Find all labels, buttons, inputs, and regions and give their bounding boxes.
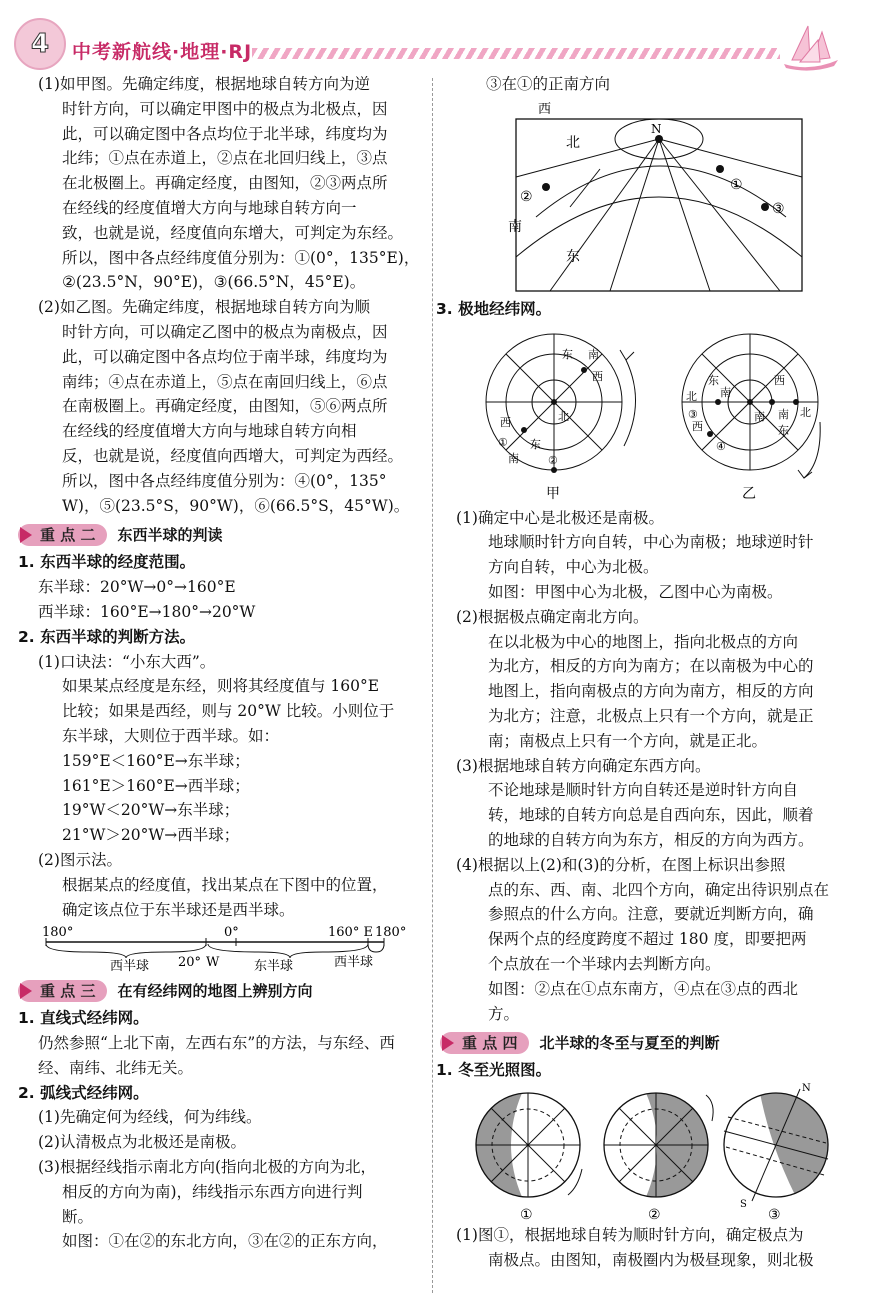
- text-line: ③在①的正南方向: [486, 75, 611, 93]
- ship-logo-icon: [778, 20, 842, 72]
- text-line: (2)根据极点确定南北方向。: [456, 607, 649, 626]
- key-point-badge: 重 点 四: [440, 1032, 529, 1054]
- text-line: 反，也就是说，经度值向西增大，可判定为西经。: [62, 446, 404, 465]
- bar-label-180-right: 180°: [375, 925, 407, 941]
- text-line: 为北方；注意，北极点上只有一个方向，就是正: [488, 706, 814, 725]
- key-point-2-heading: [18, 520, 430, 550]
- label-east: 东: [566, 248, 580, 265]
- winter-solstice-illumination-diagrams: [470, 1083, 870, 1223]
- label-N: N: [802, 1083, 811, 1095]
- key-point-4-heading: [440, 1028, 848, 1058]
- text-line: W)，⑤(23.5°S，90°W)，⑥(66.5°S，45°W)。: [62, 496, 410, 515]
- bar-label-180-left: 180°: [42, 925, 74, 941]
- label-globe-3: ③: [768, 1207, 781, 1224]
- page-number: 4: [30, 28, 50, 59]
- polar-diagram-yi: [682, 334, 820, 502]
- page-number-badge: [14, 18, 66, 70]
- text-line: 西半球：160°E→180°→20°W: [38, 602, 256, 621]
- hemisphere-longitude-bar: [28, 922, 420, 974]
- text-line: 点的东、西、南、北四个方向，确定出待识别点在: [488, 880, 830, 899]
- text-line: 参照点的什么方向。注意，要就近判断方向，确: [488, 905, 814, 924]
- text-line: 159°E＜160°E→东半球；: [62, 751, 250, 770]
- text-line: 仍然参照“上北下南，左西右东”的方法，与东经、西: [38, 1034, 395, 1053]
- text-line: 个点放在一个半球内去判断方向。: [488, 954, 721, 973]
- bar-label-w: W: [206, 955, 220, 971]
- label-south: 南: [778, 407, 789, 421]
- text-line: 如图：甲图中心为北极，乙图中心为南极。: [488, 582, 783, 601]
- label-point-2: ②: [548, 453, 558, 467]
- globe-1: [476, 1093, 582, 1223]
- text-line: 此，可以确定图中各点均位于南半球，纬度均为: [62, 347, 388, 366]
- text-line: 断。: [62, 1207, 94, 1226]
- label-south: 南: [588, 347, 599, 361]
- section-heading: 2. 弧线式经纬网。: [18, 1083, 149, 1102]
- bar-label-west-2: 西半球: [334, 955, 374, 971]
- label-south: 南: [508, 218, 522, 235]
- text-line: 方向自转，中心为北极。: [488, 558, 659, 577]
- text-line: 时针方向，可以确定乙图中的极点为南极点，因: [62, 322, 388, 341]
- paragraph-yi: [38, 295, 430, 518]
- label-south: 南: [754, 409, 765, 423]
- text-line: 地图上，指向南极点的方向为南方，相反的方向: [488, 682, 814, 701]
- column-divider: [432, 78, 433, 1293]
- bar-label-20: 20°: [178, 955, 202, 971]
- bar-label-east: 东半球: [254, 959, 294, 975]
- text-line: 地球顺时针方向自转，中心为南极；地球逆时针: [488, 533, 814, 552]
- label-north: 北: [558, 409, 569, 423]
- text-line: 方。: [488, 1004, 520, 1023]
- text-line: 转，地球的自转方向总是自西向东，因此，顺着: [488, 806, 814, 825]
- section-heading: 3. 极地经纬网。: [436, 299, 552, 318]
- globe-2: [604, 1093, 713, 1223]
- text-line: ②(23.5°N，90°E)，③(66.5°N，45°E)。: [62, 273, 366, 292]
- text-line: 的地球的自转方向为东方，相反的方向为西方。: [488, 830, 814, 849]
- header-stripe: [252, 48, 780, 59]
- text-line: 不论地球是顺时针方向自转还是逆时针方向自: [488, 781, 799, 800]
- text-line: 在经线的经度值增大方向与地球自转方向相: [62, 422, 357, 441]
- label-point-3: ③: [772, 200, 785, 217]
- text-line: 南极点。由图知，南极圈内为极昼现象，则北极: [488, 1250, 814, 1269]
- label-globe-2: ②: [648, 1207, 661, 1224]
- text-line: 经、南纬、北纬无关。: [38, 1058, 194, 1077]
- text-line: (2)图示法。: [38, 850, 122, 869]
- text-line: 所以，图中各点经纬度值分别为：①(0°，135°E)，: [62, 248, 420, 267]
- text-line: (3)根据地球自转方向确定东西方向。: [456, 756, 711, 775]
- text-line: (1)确定中心是北极还是南极。: [456, 508, 664, 527]
- text-line: 此，可以确定图中各点均位于北半球，纬度均为: [62, 124, 388, 143]
- label-west: 西: [500, 415, 511, 429]
- label-north: 北: [686, 389, 697, 403]
- text-line: 在北极圈上。再确定经度，由图知，②③两点所: [62, 174, 388, 193]
- section-heading: 1. 东西半球的经度范围。: [18, 553, 196, 572]
- label-east: 东: [562, 347, 573, 361]
- label-point-1: ①: [498, 435, 508, 449]
- text-line: 如图：②点在①点东南方，④点在③点的西北: [488, 979, 799, 998]
- text-line: 比较；如果是西经，则与 20°W 比较。小则位于: [62, 702, 395, 721]
- text-line: (4)根据以上(2)和(3)的分析，在图上标识出参照: [456, 855, 786, 874]
- label-north: 北: [566, 134, 580, 151]
- key-point-badge: 重 点 二: [18, 524, 107, 546]
- key-point-title: 北半球的冬至与夏至的判断: [539, 1033, 720, 1052]
- arc-graticule-diagram: [510, 97, 810, 297]
- book-title: 中考新航线·地理·RJ: [72, 41, 253, 63]
- text-line: 南；南极点上只有一个方向，就是正北。: [488, 731, 768, 750]
- key-point-title: 在有经纬网的地图上辨别方向: [117, 981, 313, 1000]
- section-heading: 1. 冬至光照图。: [436, 1061, 552, 1080]
- label-south: 南: [508, 451, 519, 465]
- text-line: 在经线的经度值增大方向与地球自转方向一: [62, 198, 357, 217]
- text-line: 19°W＜20°W→东半球；: [62, 801, 240, 820]
- text-line: 在南极圈上。再确定经度，由图知，⑤⑥两点所: [62, 397, 388, 416]
- label-S: S: [740, 1199, 747, 1211]
- text-line: 如图：①在②的东北方向，③在②的正东方向，: [62, 1232, 388, 1251]
- polar-graticule-diagrams: [474, 322, 874, 506]
- label-west: 西: [692, 419, 703, 433]
- text-line: (1)先确定何为经线，何为纬线。: [38, 1108, 262, 1127]
- section-heading: 1. 直线式经纬网。: [18, 1009, 149, 1028]
- globe-3: [724, 1083, 828, 1223]
- text-line: 如果某点经度是东经，则将其经度值与 160°E: [62, 677, 380, 696]
- bar-label-west-1: 西半球: [110, 959, 150, 975]
- label-east: 东: [708, 373, 719, 387]
- key-point-3-heading: [18, 976, 430, 1006]
- text-line: 北纬；①点在赤道上，②点在北回归线上，③点: [62, 149, 388, 168]
- bar-label-0: 0°: [224, 925, 239, 941]
- right-column: [436, 72, 848, 1273]
- text-line: (2)如乙图。先确定纬度，根据地球自转方向为顺: [38, 298, 370, 317]
- label-east: 东: [530, 437, 541, 451]
- text-line: 致，也就是说，经度值向东增大，可判定为东经。: [62, 223, 404, 242]
- text-line: 21°W＞20°W→西半球；: [62, 826, 240, 845]
- text-line: (2)认清极点为北极还是南极。: [38, 1133, 246, 1152]
- label-yi: 乙: [742, 485, 756, 502]
- key-point-title: 东西半球的判读: [117, 525, 223, 544]
- label-N: N: [651, 121, 662, 136]
- text-line: 确定该点位于东半球还是西半球。: [62, 900, 295, 919]
- text-line: 东半球，大则位于西半球。如：: [62, 726, 280, 745]
- text-line: 根据某点的经度值，找出某点在下图中的位置，: [62, 875, 388, 894]
- label-point-3: ③: [688, 407, 698, 421]
- label-south: 南: [720, 385, 731, 399]
- text-line: 相反的方向为南)，纬线指示东西方向进行判: [62, 1182, 363, 1201]
- text-line: 161°E＞160°E→西半球；: [62, 776, 250, 795]
- text-line: (1)如甲图。先确定纬度，根据地球自转方向为逆: [38, 75, 370, 93]
- label-point-1: ①: [730, 176, 743, 193]
- label-point-4: ④: [716, 439, 726, 453]
- text-line: 东半球：20°W→0°→160°E: [38, 578, 236, 597]
- label-west: 西: [538, 101, 552, 117]
- text-line: (3)根据经线指示南北方向(指向北极的方向为北，: [38, 1158, 377, 1177]
- text-line: (1)口诀法：“小东大西”。: [38, 652, 216, 671]
- text-line: 南纬；④点在赤道上，⑤点在南回归线上，⑥点: [62, 372, 388, 391]
- text-line: 保两个点的经度跨度不超过 180 度，即要把两: [488, 930, 807, 949]
- bar-label-160e: 160° E: [328, 925, 373, 941]
- label-north: 北: [800, 405, 811, 419]
- label-west: 西: [774, 373, 785, 387]
- paragraph-jia: [38, 72, 430, 295]
- text-line: 在以北极为中心的地图上，指向北极点的方向: [488, 632, 799, 651]
- label-west: 西: [592, 369, 603, 383]
- key-point-badge: 重 点 三: [18, 980, 107, 1002]
- label-jia: 甲: [546, 485, 560, 502]
- text-line: 为北方，相反的方向为南方；在以南极为中心的: [488, 657, 814, 676]
- label-globe-1: ①: [520, 1207, 533, 1224]
- text-line: 所以，图中各点经纬度值分别为：④(0°，135°: [62, 471, 387, 490]
- section-heading: 2. 东西半球的判断方法。: [18, 627, 196, 646]
- label-point-2: ②: [520, 188, 533, 205]
- text-line: (1)图①，根据地球自转为顺时针方向，确定极点为: [456, 1226, 804, 1245]
- polar-diagram-jia: [486, 334, 636, 502]
- label-east: 东: [778, 423, 789, 437]
- left-column: [18, 72, 430, 1254]
- text-line: 时针方向，可以确定甲图中的极点为北极点，因: [62, 99, 388, 118]
